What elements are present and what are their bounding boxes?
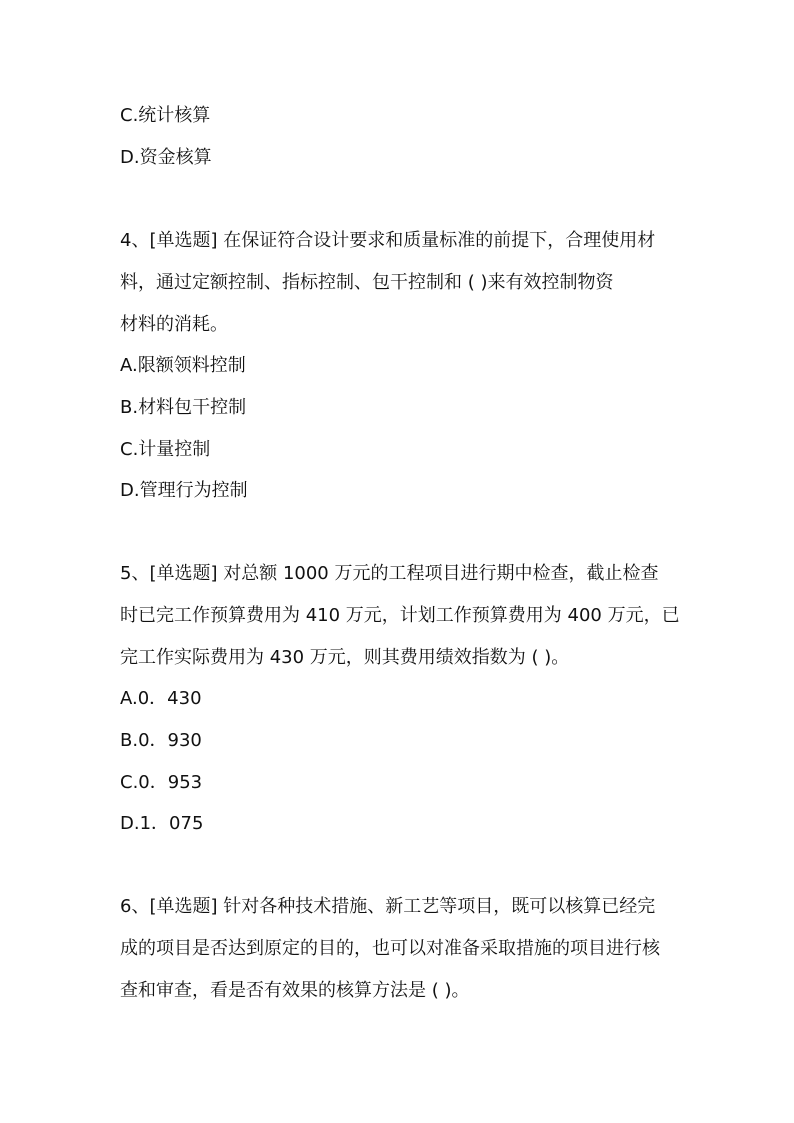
option-d-q5: D.1．075 <box>120 813 204 834</box>
option-a-q5: A.0．430 <box>120 688 202 709</box>
question-4-line-3: 材料的消耗。 <box>120 314 228 335</box>
option-d-q3: D.资金核算 <box>120 147 212 168</box>
option-c-q3: C.统计核算 <box>120 105 211 126</box>
option-b-q4: B.材料包干控制 <box>120 397 247 418</box>
option-a-q4: A.限额领料控制 <box>120 355 246 376</box>
option-d-q4: D.管理行为控制 <box>120 480 248 501</box>
option-c-q4: C.计量控制 <box>120 439 211 460</box>
question-5-line-2: 时已完工作预算费用为 410 万元，计划工作预算费用为 400 万元，已 <box>120 605 680 626</box>
question-5-line-3: 完工作实际费用为 430 万元，则其费用绩效指数为 ( )。 <box>120 647 570 668</box>
question-5-line-1: 5、[单选题] 对总额 1000 万元的工程项目进行期中检查，截止检查 <box>120 563 659 584</box>
question-6-line-2: 成的项目是否达到原定的目的，也可以对准备采取措施的项目进行核 <box>120 938 660 959</box>
question-4-line-2: 料，通过定额控制、指标控制、包干控制和 ( )来有效控制物资 <box>120 272 614 293</box>
option-c-q5: C.0．953 <box>120 772 203 793</box>
option-b-q5: B.0．930 <box>120 730 202 751</box>
question-4-line-1: 4、[单选题] 在保证符合设计要求和质量标准的前提下，合理使用材 <box>120 230 656 251</box>
question-6-line-3: 查和审查，看是否有效果的核算方法是 ( )。 <box>120 980 470 1001</box>
question-6-line-1: 6、[单选题] 针对各种技术措施、新工艺等项目，既可以核算已经完 <box>120 896 656 917</box>
